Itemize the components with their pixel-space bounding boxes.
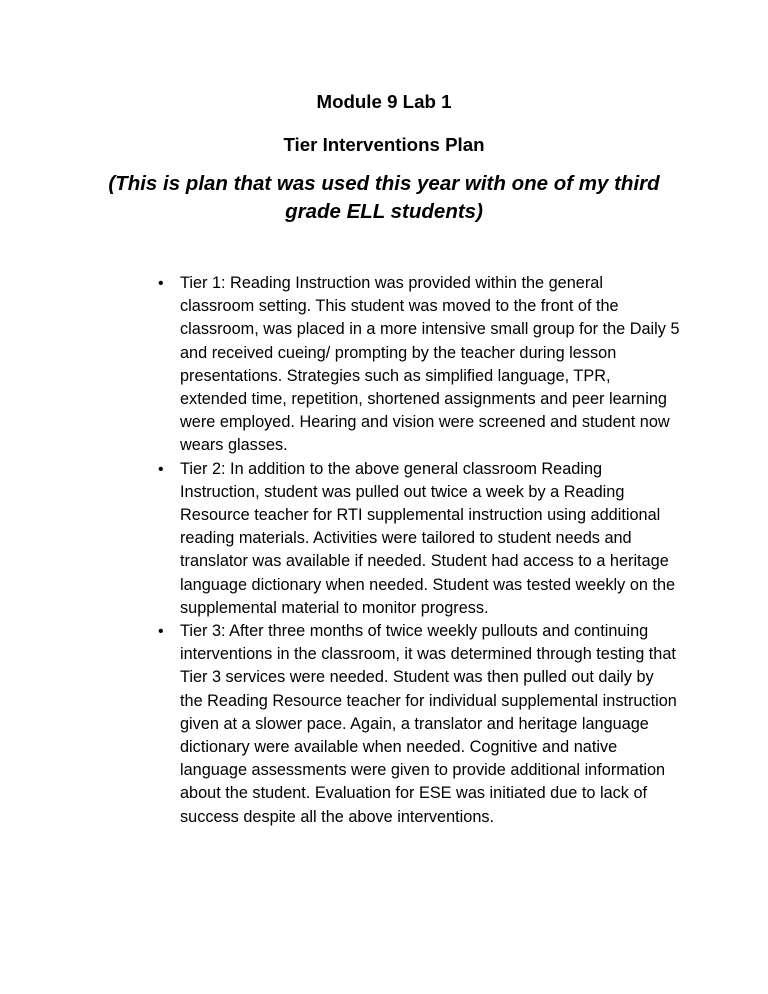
bullet-icon: • [158, 460, 164, 478]
list-item-tier-2 [158, 458, 680, 620]
document-heading: Tier Interventions Plan [283, 134, 485, 155]
document-title: Module 9 Lab 1 [316, 91, 452, 112]
bullet-icon: • [158, 275, 164, 292]
tier-1-text: Tier 1: Reading Instruction was provided within the general classroom setting. This student was moved to the front of the classroom, was placed in a more intensive small group for the Daily 5 and received cueing/ prompting by the teacher during lesson presentations. Strategies such as simplified language, TPR, extended time, repetition, shortened assignments and peer learning were employed. Hearing and vision were screened and student now wears glasses. [180, 274, 680, 455]
tier-list [158, 272, 680, 829]
tier-3-text: Tier 3: After three months of twice weekly pullouts and continuing interventions in the classroom, it was determined through testing that Tier 3 services were needed. Student was then pulled out daily by the Reading Resource teacher for individual supplemental instruction given at a slower pace. Again, a translator and heritage language dictionary were available when needed. Cognitive and native language assessments were given to provide additional information about the student. Evaluation for ESE was initiated due to lack of success despite all the above interventions. [180, 622, 677, 826]
list-item-tier-1 [158, 272, 680, 458]
bullet-icon: • [158, 623, 164, 641]
list-item-tier-3 [158, 620, 680, 829]
document-subtitle: (This is plan that was used this year with one of my third grade ELL students) [108, 172, 660, 223]
tier-2-text: Tier 2: In addition to the above general classroom Reading Instruction, student was pulled out twice a week by a Reading Resource teacher for RTI supplemental instruction using additional reading materials. Activities were tailored to student needs and translator was available if needed. Student had access to a heritage language dictionary when needed. Student was tested weekly on the supplemental material to monitor progress. [180, 459, 676, 617]
